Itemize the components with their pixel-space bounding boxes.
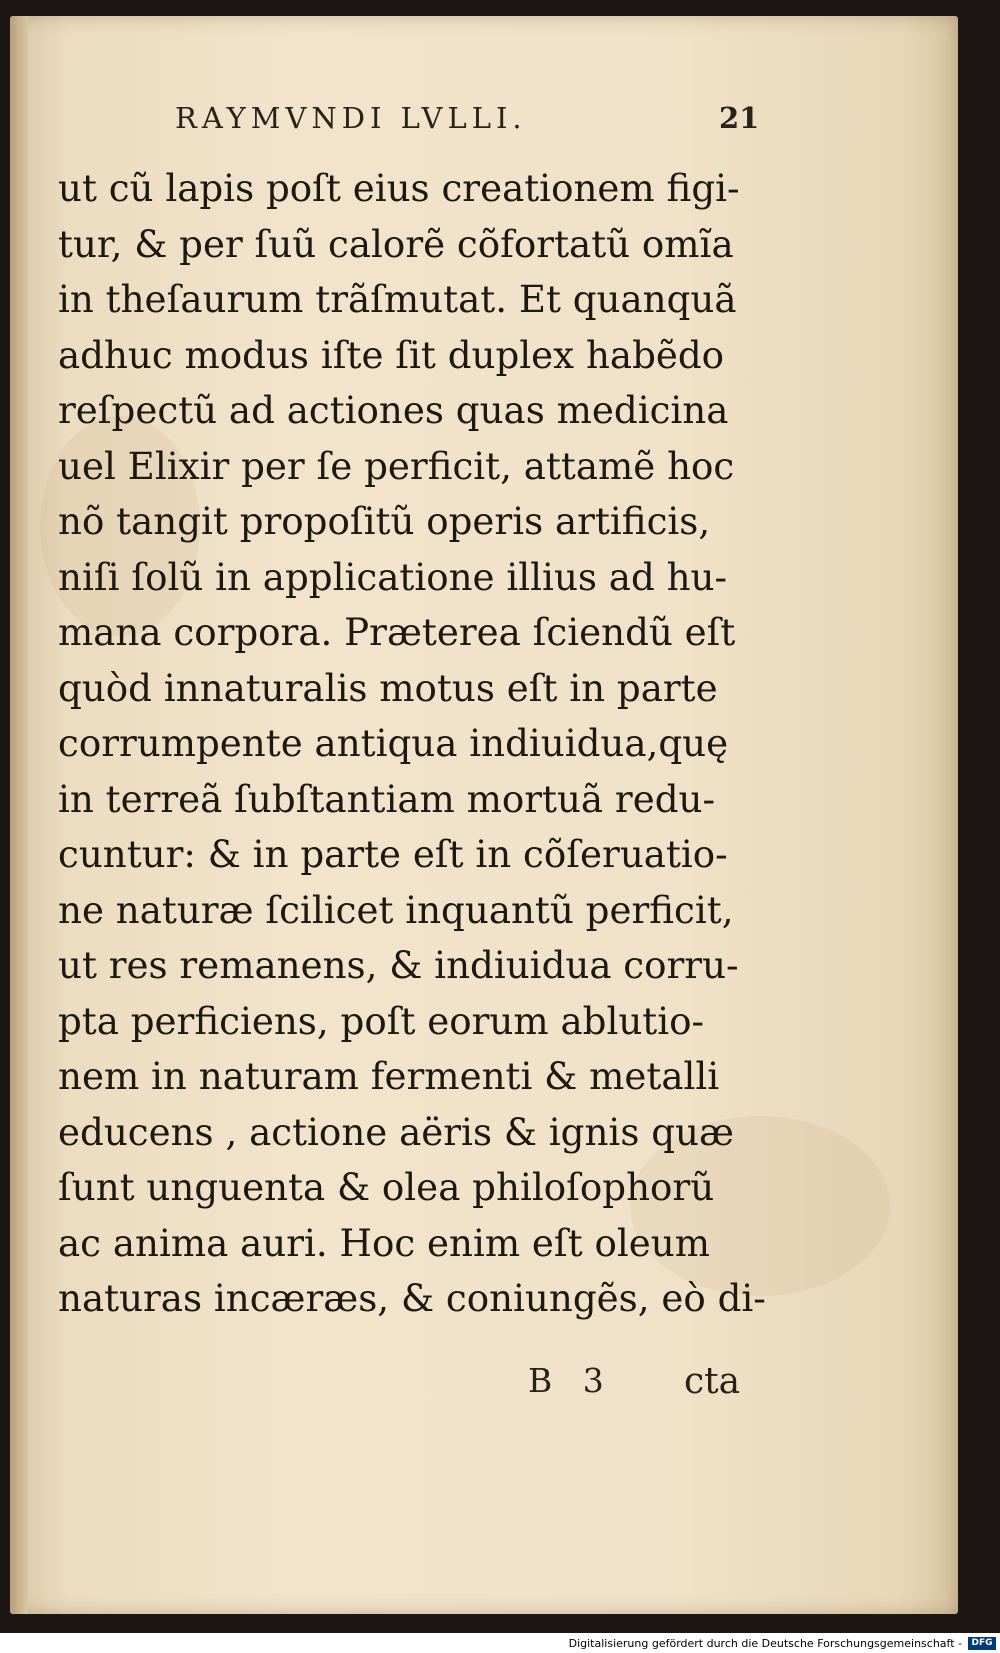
- page-header: [50, 101, 770, 161]
- text-line: ut cũ lapis poſt eius creationem figi-: [58, 166, 740, 210]
- running-head: RAYMVNDI LVLLI.: [175, 101, 527, 135]
- text-line: nõ tangit propoſitũ operis artificis,: [58, 499, 711, 543]
- text-line: educens , actione aëris & ignis quæ: [58, 1109, 734, 1154]
- text-line: pta perficiens, poſt eorum ablutio-: [58, 998, 705, 1043]
- credit-bar: [0, 1633, 1000, 1653]
- text-line: mana corpora. Præterea ſciendũ eſt: [58, 610, 736, 654]
- page-number: 21: [719, 101, 760, 135]
- text-line: niſi ſolũ in applicatione illius ad hu-: [58, 554, 728, 599]
- text-line: ſunt unguenta & olea philoſophorũ: [58, 1165, 715, 1209]
- catchword: cta: [684, 1361, 741, 1402]
- text-line: reſpectũ ad actiones quas medicina: [58, 388, 729, 432]
- page-edge: [10, 16, 28, 1614]
- text-line: cuntur: & in parte eſt in cõſeruatio-: [58, 832, 728, 876]
- text-line: ac anima auri. Hoc enim eſt oleum: [58, 1220, 710, 1265]
- text-line: uel Elixir per ſe perficit, attamẽ hoc: [58, 443, 735, 488]
- text-line: in terreã ſubſtantiam mortuã redu-: [58, 776, 716, 821]
- text-line: tur, & per ſuũ calorẽ cõfortatũ omĩa: [58, 221, 734, 266]
- text-line: nem in naturam fermenti & metalli: [58, 1054, 720, 1098]
- text-line: ne naturæ ſcilicet inquantũ perficit,: [58, 887, 734, 932]
- text-line: quòd innaturalis motus eſt in parte: [58, 665, 718, 710]
- text-line: corrumpente antiqua indiuidua,quę: [58, 721, 729, 765]
- text-line: in theſaurum trãſmutat. Et quanquã: [58, 277, 737, 321]
- text-line: adhuc modus iſte ſit duplex habẽdo: [58, 332, 725, 377]
- body-text: [58, 161, 768, 1327]
- text-line: ut res remanens, & indiuidua corru-: [58, 943, 739, 987]
- page-footer: [50, 1361, 770, 1421]
- text-line: naturas incæræs, & coniungẽs, eò di-: [58, 1276, 766, 1320]
- digitization-credit: Digitalisierung gefördert durch die Deutsche Forschungsgemeinschaft -: [568, 1637, 962, 1650]
- paper-page: [10, 16, 958, 1614]
- signature-mark: B 3: [528, 1361, 614, 1400]
- dfg-logo-icon: DFG: [968, 1637, 996, 1650]
